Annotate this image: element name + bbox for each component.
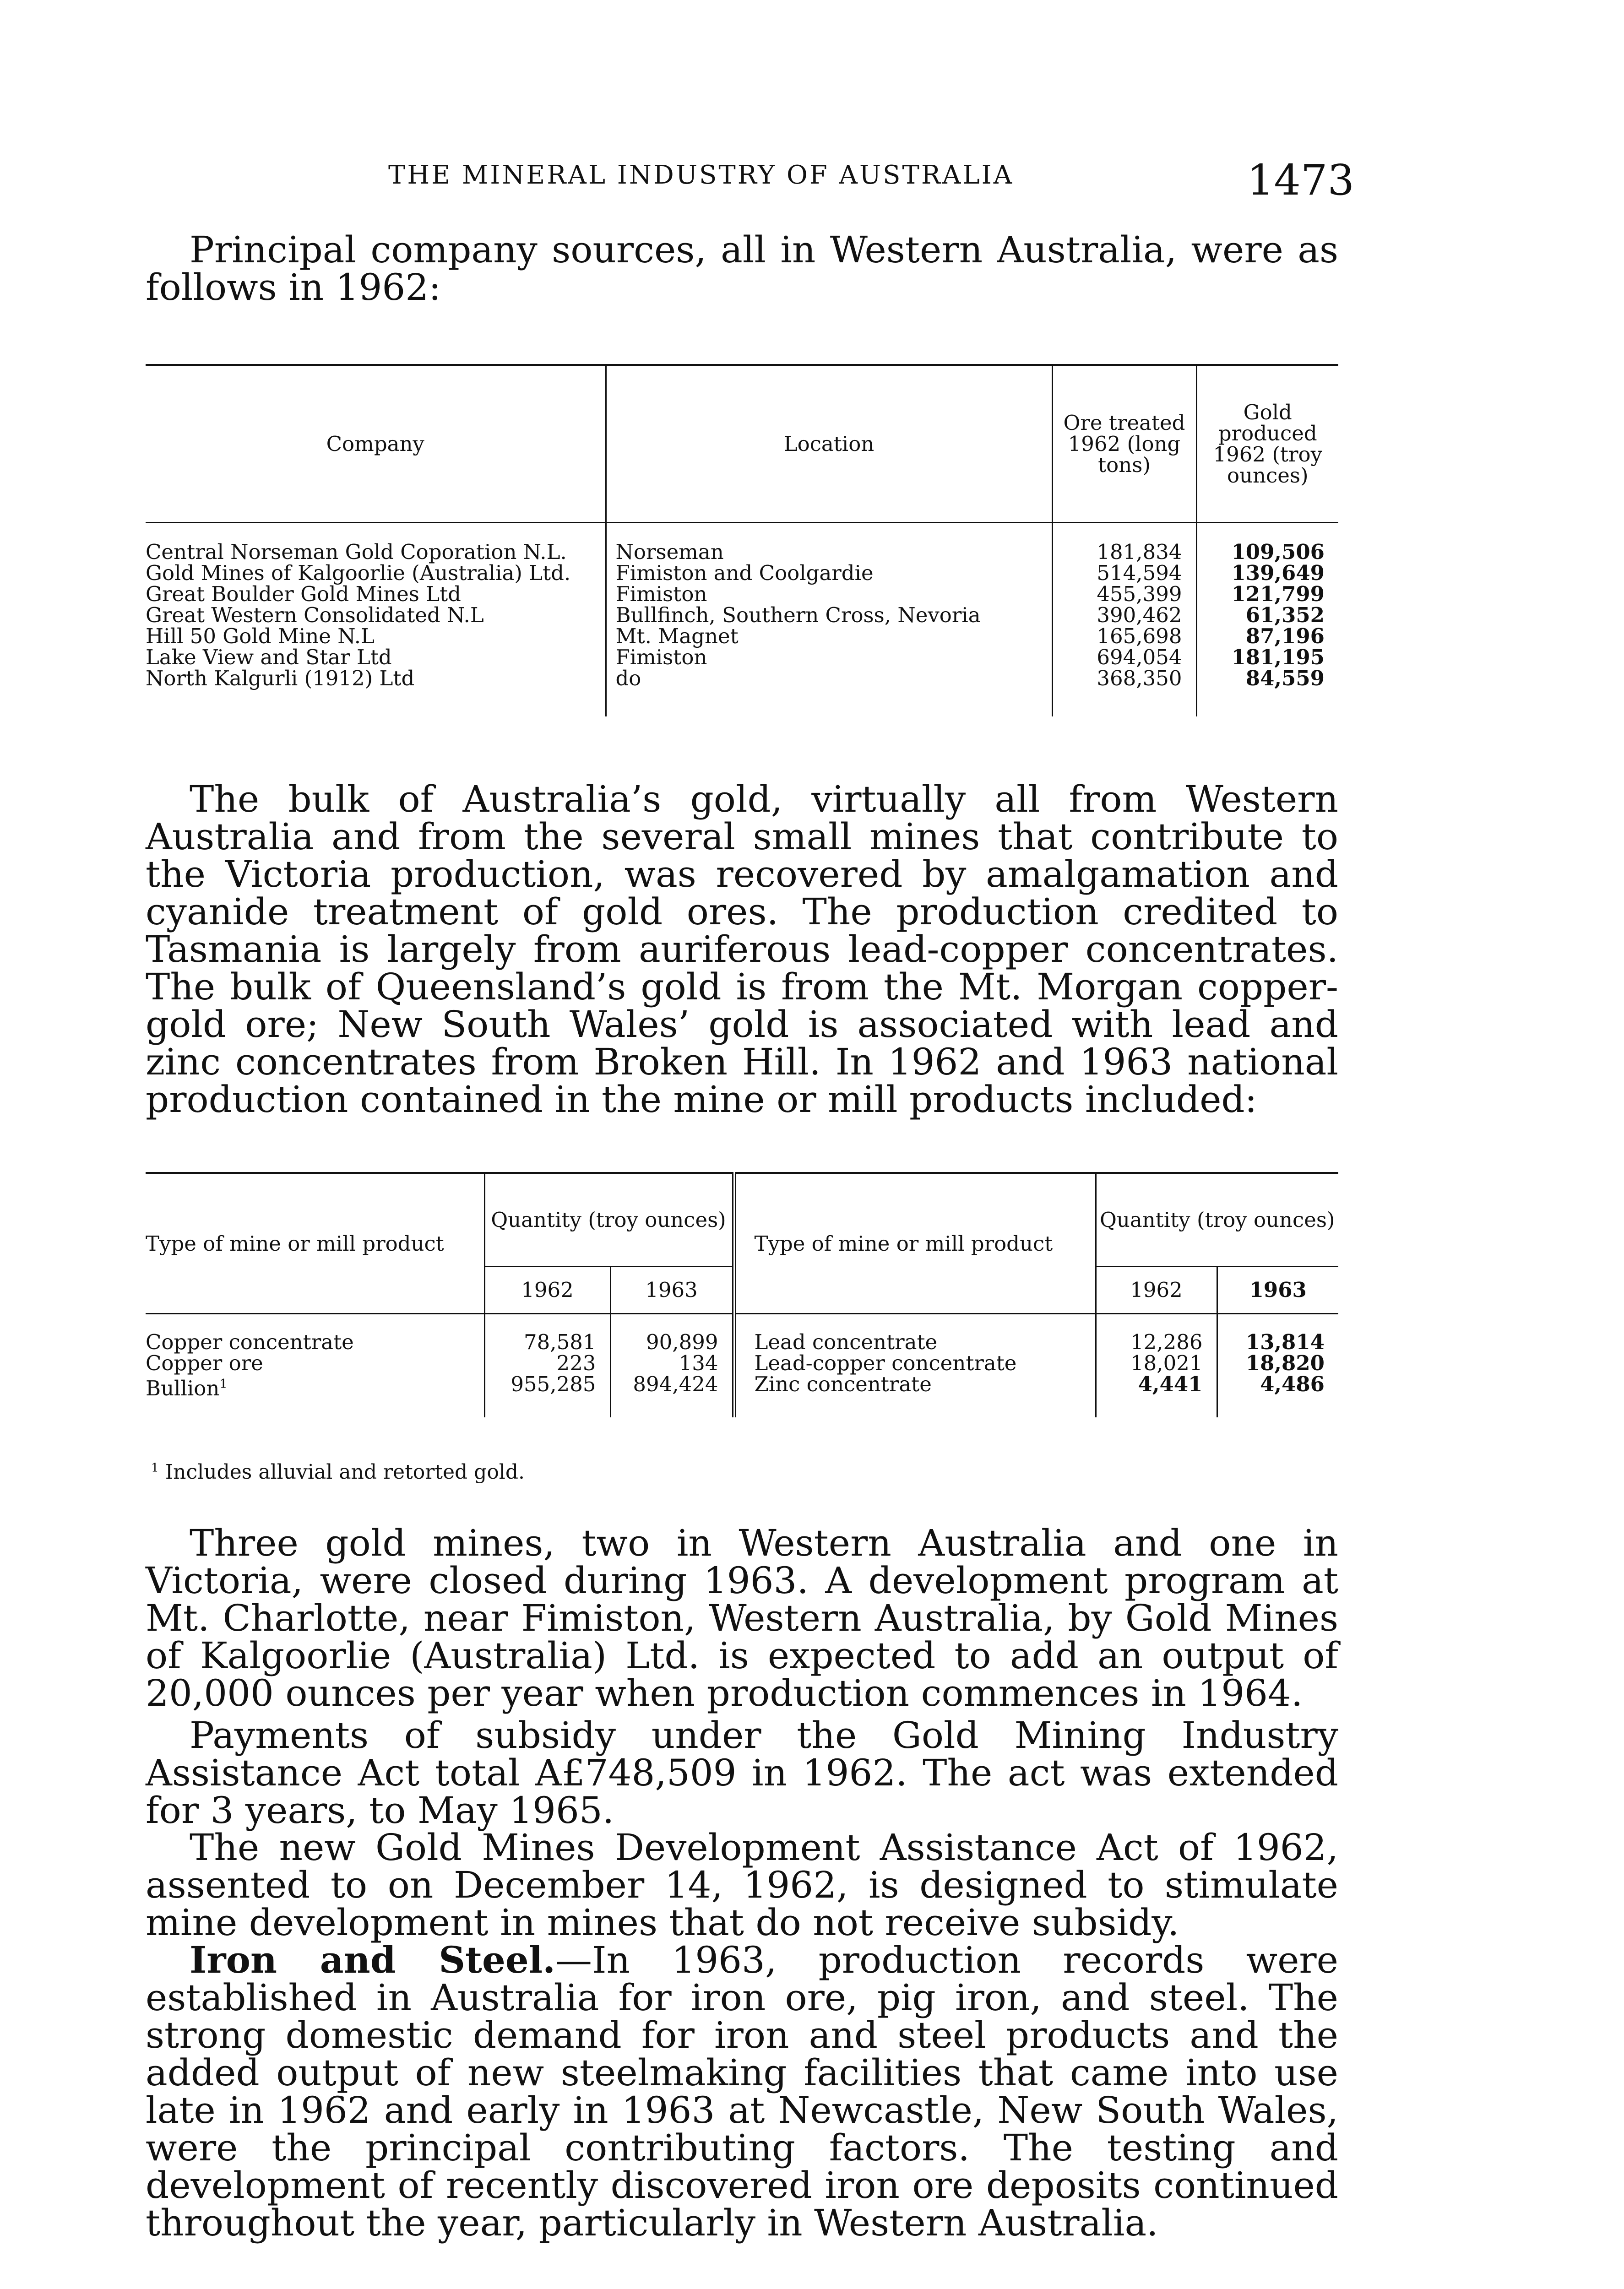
col-gold-produced: Gold produced 1962 (troy ounces) (1213, 400, 1322, 488)
product-cell (146, 1374, 484, 1417)
value-cell: 4,486 (1260, 1372, 1325, 1396)
gold-cell: 121,799 (1231, 582, 1325, 606)
table-row (146, 523, 1338, 563)
value-cell: 894,424 (610, 1374, 734, 1417)
value-cell: 13,814 (1245, 1330, 1325, 1354)
ore-cell: 390,462 (1052, 605, 1196, 626)
table-row (146, 584, 1338, 605)
paragraph-text: —In 1963, production records were established in Australia for iron ore, pig iron, and steel. The strong domestic demand for iron and steel products and the added output of new steelmaking facilities that came into use late in 1962 and early in 1963 at Newcastle, New South Wales, were the principal contributing factors. The testing and development of recently discovered iron ore deposits continued throughout the year, particularly in Western Australia. (146, 1939, 1338, 2244)
product-name: Bullion (146, 1376, 220, 1400)
product-cell: Lead-copper concentrate (734, 1353, 1096, 1374)
location-cell: Fimiston (606, 584, 1052, 605)
running-title: THE MINERAL INDUSTRY OF AUSTRALIA (388, 160, 1014, 190)
product-cell: Zinc concentrate (734, 1374, 1096, 1417)
company-cell: Great Western Consolidated N.L (146, 605, 606, 626)
table-row (146, 563, 1338, 584)
product-cell: Copper ore (146, 1353, 484, 1374)
paragraph-development-act: The new Gold Mines Development Assistance Act of 1962, assented to on December 14, 1962, is designed to stimulate mine development in mines that do not receive subsidy. (146, 1826, 1338, 1944)
col-ore-treated: Ore treated 1962 (long tons) (1052, 365, 1196, 523)
paragraph-iron-steel (146, 1938, 1338, 2244)
col-1963-left: 1963 (610, 1267, 734, 1314)
paragraph-gold-recovery: The bulk of Australia’s gold, virtually all from Western Australia and from the several small mines that contribute to the Victoria production, was recovered by amalgamation and cyanide treatment of gold ores. The production credited to Tasmania is largely from auriferous lead-copper concentrates. The bulk of Queensland’s gold is from the Mt. Morgan copper-gold ore; New South Wales’ gold is associated with lead and zinc concentrates from Broken Hill. In 1962 and 1963 national production contained in the mine or mill products included: (146, 778, 1338, 1121)
col-location: Location (606, 365, 1052, 523)
value-cell: 12,286 (1096, 1314, 1217, 1353)
product-cell: Lead concentrate (734, 1314, 1096, 1353)
value-cell: 955,285 (484, 1374, 610, 1417)
gold-cell: 139,649 (1231, 561, 1325, 585)
product-cell: Copper concentrate (146, 1314, 484, 1353)
value-cell: 78,581 (484, 1314, 610, 1353)
gold-cell: 84,559 (1245, 666, 1325, 690)
col-company: Company (146, 365, 606, 523)
company-cell: Hill 50 Gold Mine N.L (146, 626, 606, 647)
location-cell: Bullfinch, Southern Cross, Nevoria (606, 605, 1052, 626)
value-cell: 134 (610, 1353, 734, 1374)
page-number: 1473 (1247, 156, 1354, 205)
intro-paragraph: Principal company sources, all in Western Australia, were as follows in 1962: (146, 228, 1338, 309)
ore-cell: 514,594 (1052, 563, 1196, 584)
value-cell: 4,441 (1096, 1374, 1217, 1417)
page-header (146, 156, 1354, 211)
paragraph-subsidy: Payments of subsidy under the Gold Mining Industry Assistance Act total A£748,509 in 1962. The act was extended for 3 years, to May 1965. (146, 1714, 1338, 1832)
company-cell: Great Boulder Gold Mines Ltd (146, 584, 606, 605)
footnote-number: 1 (151, 1460, 159, 1475)
col-type-right: Type of mine or mill product (734, 1173, 1096, 1314)
value-cell: 18,820 (1245, 1351, 1325, 1375)
gold-cell: 61,352 (1245, 603, 1325, 627)
value-cell: 223 (484, 1353, 610, 1374)
table-row (146, 647, 1338, 668)
table-row (146, 626, 1338, 647)
col-1963-right: 1963 (1249, 1278, 1307, 1302)
company-cell: Central Norseman Gold Coporation N.L. (146, 523, 606, 563)
gold-companies-table (146, 364, 1338, 716)
footnote-mark: 1 (219, 1377, 228, 1391)
gold-cell: 109,506 (1231, 540, 1325, 564)
value-cell: 90,899 (610, 1314, 734, 1353)
location-cell: Fimiston (606, 647, 1052, 668)
col-quantity-right: Quantity (troy ounces) (1096, 1173, 1338, 1267)
company-cell: Lake View and Star Ltd (146, 647, 606, 668)
footnote-text: Includes alluvial and retorted gold. (165, 1460, 525, 1484)
table-row (146, 1353, 1338, 1374)
location-cell: do (606, 668, 1052, 716)
company-cell: Gold Mines of Kalgoorlie (Australia) Ltd. (146, 563, 606, 584)
location-cell: Norseman (606, 523, 1052, 563)
table-row (146, 668, 1338, 716)
ore-cell: 165,698 (1052, 626, 1196, 647)
col-type-left: Type of mine or mill product (146, 1173, 484, 1314)
paragraph-mine-closures: Three gold mines, two in Western Australia and one in Victoria, were closed during 1963. A development program at Mt. Charlotte, near Fimiston, Western Australia, by Gold Mines of Kalgoorlie (Australia) Ltd. is expected to add an output of 20,000 ounces per year when production commences in 1964. (146, 1522, 1338, 1714)
value-cell: 18,021 (1096, 1353, 1217, 1374)
table-row (146, 1374, 1338, 1417)
footnote (151, 1460, 525, 1484)
table-row (146, 1314, 1338, 1353)
ore-cell: 694,054 (1052, 647, 1196, 668)
location-cell: Fimiston and Coolgardie (606, 563, 1052, 584)
company-cell: North Kalgurli (1912) Ltd (146, 668, 606, 716)
gold-cell: 87,196 (1245, 624, 1325, 648)
gold-cell: 181,195 (1231, 645, 1325, 669)
location-cell: Mt. Magnet (606, 626, 1052, 647)
mine-products-table (146, 1172, 1338, 1417)
table-row (146, 605, 1338, 626)
run-in-heading: Iron and Steel. (190, 1938, 556, 1981)
col-quantity-left: Quantity (troy ounces) (484, 1173, 734, 1267)
ore-cell: 181,834 (1052, 523, 1196, 563)
col-1962-right: 1962 (1096, 1267, 1217, 1314)
ore-cell: 368,350 (1052, 668, 1196, 716)
col-1962-left: 1962 (484, 1267, 610, 1314)
ore-cell: 455,399 (1052, 584, 1196, 605)
